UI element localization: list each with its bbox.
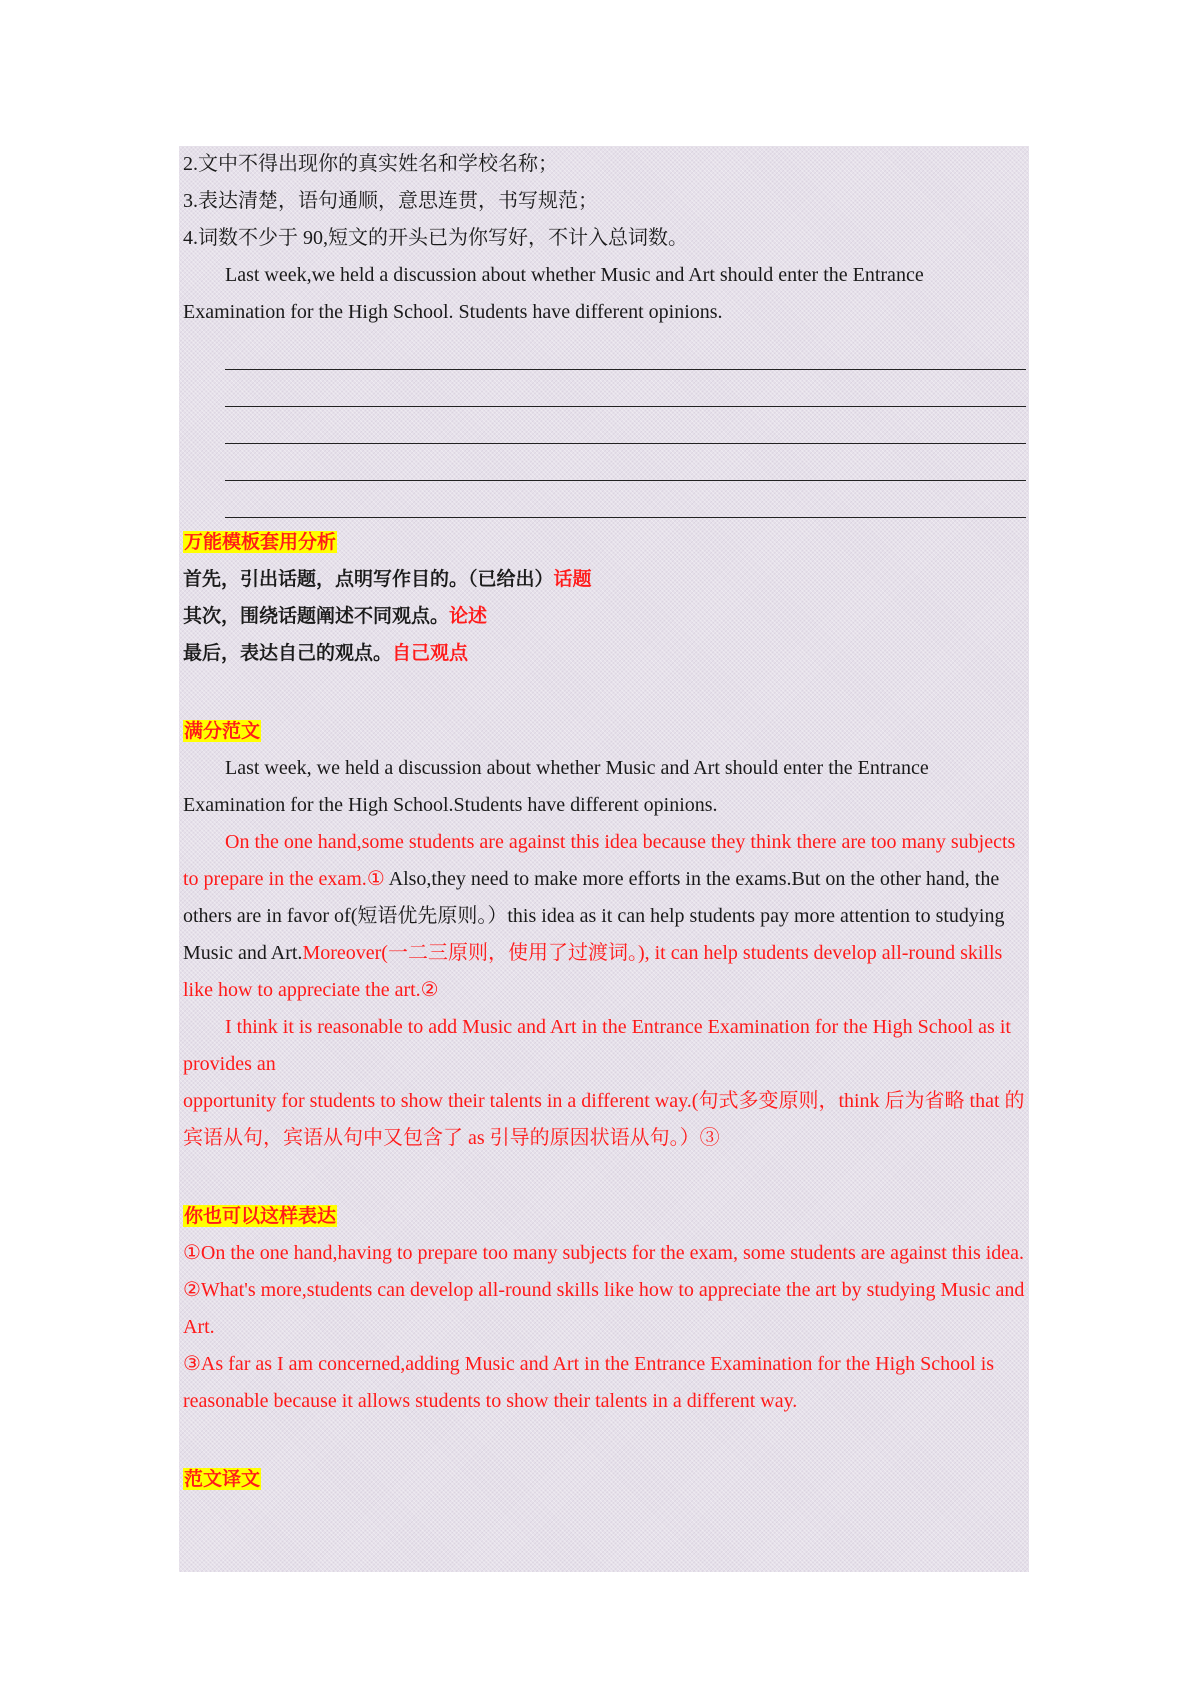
document-content <box>183 146 1026 1498</box>
alternative-item-3: ③As far as I am concerned,adding Music and Art in the Entrance Examination for the High School is reasonable because it allows students to show their talents in a different way. <box>183 1353 995 1412</box>
analysis-step-tag: 话题 <box>553 568 592 590</box>
alternative-item-2: ②What's more,students can develop all-round skills like how to appreciate the art by studying Music and Art. <box>183 1279 1025 1338</box>
requirement-2: 2.文中不得出现你的真实姓名和学校名称； <box>183 153 558 175</box>
analysis-step-text: 最后，表达自己的观点。 <box>183 642 393 664</box>
answer-line[interactable] <box>183 372 1026 409</box>
requirement-3: 3.表达清楚，语句通顺，意思连贯，书写规范； <box>183 190 598 212</box>
analysis-step-tag: 自己观点 <box>392 642 469 664</box>
model-heading: 满分范文 <box>184 720 261 742</box>
model-black-sentence: Also,they need to make more efforts in the exams.But on the other hand, the others are in favor of(短语优先原则。）this idea as it can help students pay more attention to studying Music and Art. <box>183 868 1005 964</box>
answer-line[interactable] <box>183 483 1026 520</box>
model-paragraph-3-line-2: opportunity for students to show their talents in a different way.(句式多变原则，think 后为省略 that 的宾语从句，宾语从句中又包含了 as 引导的原因状语从句。）③ <box>183 1090 1025 1149</box>
analysis-step-2 <box>183 598 1026 635</box>
answer-line[interactable] <box>183 446 1026 483</box>
model-red-sentence: Moreover(一二三原则，使用了过渡词。), it can help students develop all-round skills like how to appreciate the art.② <box>183 942 1003 1001</box>
analysis-step-3 <box>183 635 1026 672</box>
alternative-item-1: ①On the one hand,having to prepare too many subjects for the exam, some students are against this idea. <box>183 1242 1025 1264</box>
model-paragraph-3-line-1: I think it is reasonable to add Music and Art in the Entrance Examination for the High School as it provides an <box>183 1016 1011 1075</box>
analysis-step-text: 首先，引出话题，点明写作目的。（已给出） <box>183 568 554 590</box>
analysis-step-tag: 论述 <box>449 605 488 627</box>
answer-line[interactable] <box>183 409 1026 446</box>
alternatives-heading: 你也可以这样表达 <box>184 1205 337 1227</box>
analysis-heading: 万能模板套用分析 <box>184 531 337 553</box>
document-page <box>179 146 1029 1572</box>
requirement-4: 4.词数不少于 90,短文的开头已为你写好，不计入总词数。 <box>183 227 688 249</box>
prompt-opening: Last week,we held a discussion about whether Music and Art should enter the Entrance Examination for the High School. Students have different opinions. <box>183 264 924 323</box>
model-paragraph-1: Last week, we held a discussion about whether Music and Art should enter the Entrance Examination for the High School.Students have different opinions. <box>183 757 929 816</box>
model-red-sentence: On the one hand,some students are against this idea because they think there are too many subjects to prepare in the exam. <box>183 831 1016 890</box>
model-paragraph-2 <box>183 824 1026 1009</box>
translation-heading: 范文译文 <box>184 1468 261 1490</box>
analysis-step-text: 其次，围绕话题阐述不同观点。 <box>183 605 450 627</box>
analysis-step-1 <box>183 561 1026 598</box>
answer-line[interactable] <box>183 335 1026 372</box>
circled-number-1: ① <box>366 868 385 890</box>
